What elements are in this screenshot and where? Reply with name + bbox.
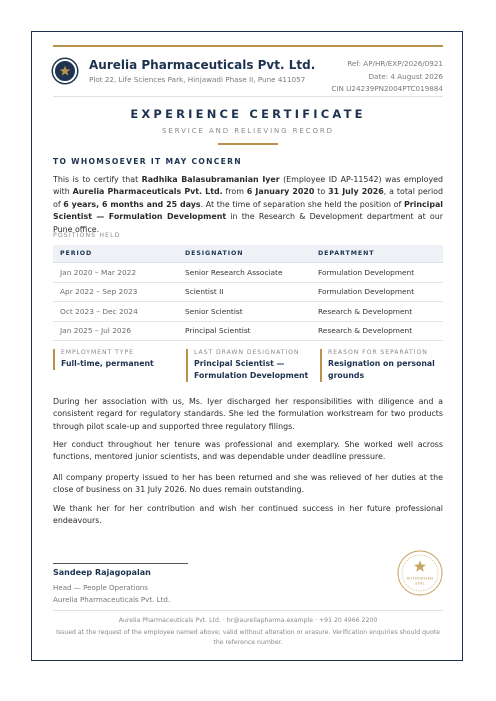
tenure-duration: 6 years, 6 months and 25 days [63,199,201,209]
cell-designation: Senior Scientist [178,302,311,322]
signatory-name: Sandeep Rajagopalan [53,568,151,577]
cell-department: Research & Development [311,302,443,322]
footer-divider [53,610,443,611]
cell-period: Apr 2022 – Sep 2023 [53,282,178,302]
final-position: Principal Scientist — Formulation Development [53,199,444,222]
reference-number: Ref: AP/HR/EXP/2026/0921 [347,59,443,68]
intro-text: , a total period of [53,187,443,209]
intro-text: . At the time of separation she held the position of [200,199,404,209]
company-address: Plot 22, Life Sciences Park, Hinjawadi Phase II, Pune 411057 [89,75,306,84]
signatory-title: Head — People Operations [53,583,148,592]
intro-text: from [222,187,247,197]
star-icon [59,65,71,77]
table-header-row [53,245,443,263]
body-paragraph: All company property issued to her has been returned and she was relieved of her duties at the close of business on 31 July 2026. No dues remain outstanding. [53,473,443,495]
cell-period: Jan 2020 – Mar 2022 [53,263,178,283]
table-row [53,263,443,283]
summary-employment-type [53,349,177,370]
top-gold-rule [53,45,443,47]
summary-value: Principal Scientist — Formulation Development [194,359,309,380]
table-row [53,321,443,341]
intro-text: in the Research & Development department at our Pune office. [53,212,443,234]
column-header-department: DEPARTMENT [311,245,443,263]
seal-text-top: AUTHORISED [406,576,434,581]
body-paragraph: We thank her for her contribution and wish her continued success in her future professional endeavours. [53,504,443,526]
employee-name: Radhika Balasubramanian Iyer [141,175,280,184]
cell-department: Formulation Development [311,263,443,283]
cell-department: Formulation Development [311,282,443,302]
authorised-seal [397,550,443,596]
cell-period: Oct 2023 – Dec 2024 [53,302,178,322]
body-paragraph: During her association with us, Ms. Iyer discharged her responsibilities with diligence and a consistent regard for regulatory standards. She led the formulation workstream for two products through pilot scale-up and supported three regulatory filings. [53,397,443,431]
intro-text: This is to certify that [53,175,142,184]
document-title: EXPERIENCE CERTIFICATE [130,107,366,121]
star-icon [414,561,426,572]
header-divider [53,96,443,97]
company-name: Aurelia Pharmaceuticals Pvt. Ltd. [89,58,316,72]
signatory-company: Aurelia Pharmaceuticals Pvt. Ltd. [53,595,171,604]
company-logo [53,59,77,83]
summary-label: REASON FOR SEPARATION [328,349,428,356]
end-date: 31 July 2026 [328,187,384,197]
document-subtitle: SERVICE AND RELIEVING RECORD [162,127,334,135]
seal-text-bottom: SEAL [415,581,425,586]
summary-value: Full-time, permanent [61,359,154,368]
cell-department: Research & Development [311,321,443,341]
table-row [53,282,443,302]
start-date: 6 January 2020 [246,187,315,197]
positions-table [53,245,443,341]
reference-block [331,58,443,96]
salutation: TO WHOMSOEVER IT MAY CONCERN [53,157,242,166]
title-gold-rule [218,143,278,145]
table-row [53,302,443,322]
summary-label: LAST DRAWN DESIGNATION [194,349,300,356]
issue-date: Date: 4 August 2026 [368,71,443,81]
summary-last-designation [186,349,312,382]
summary-value: Resignation on personal grounds [328,359,435,380]
intro-paragraph [53,174,443,236]
summary-separation-reason [320,349,443,382]
cell-designation: Senior Research Associate [178,263,311,283]
positions-label: POSITIONS HELD [53,232,121,239]
intro-text: (Employee ID AP-11542) was employed with [53,175,443,197]
intro-text: to [314,187,329,197]
summary-label: EMPLOYMENT TYPE [61,349,134,356]
column-header-period: PERIOD [53,245,178,263]
footer-contact: Aurelia Pharmaceuticals Pvt. Ltd. · hr@aureliapharma.example · +91 20 4966 2200 [118,617,378,624]
cell-designation: Principal Scientist [178,321,311,341]
footer-notice: Issued at the request of the employee named above; valid without alteration or erasure. Verification enquiries should quote the reference number. [56,629,440,646]
cell-designation: Scientist II [178,282,311,302]
employer-name: Aurelia Pharmaceuticals Pvt. Ltd. [72,187,223,197]
cell-period: Jan 2025 – Jul 2026 [53,321,178,341]
body-paragraph: Her conduct throughout her tenure was professional and exemplary. She worked well across functions, mentored junior scientists, and was dependable under deadline pressure. [53,440,443,462]
signature-line [53,563,188,564]
cin-number: CIN U24239PN2004PTC019884 [331,84,443,93]
column-header-designation: DESIGNATION [178,245,311,263]
